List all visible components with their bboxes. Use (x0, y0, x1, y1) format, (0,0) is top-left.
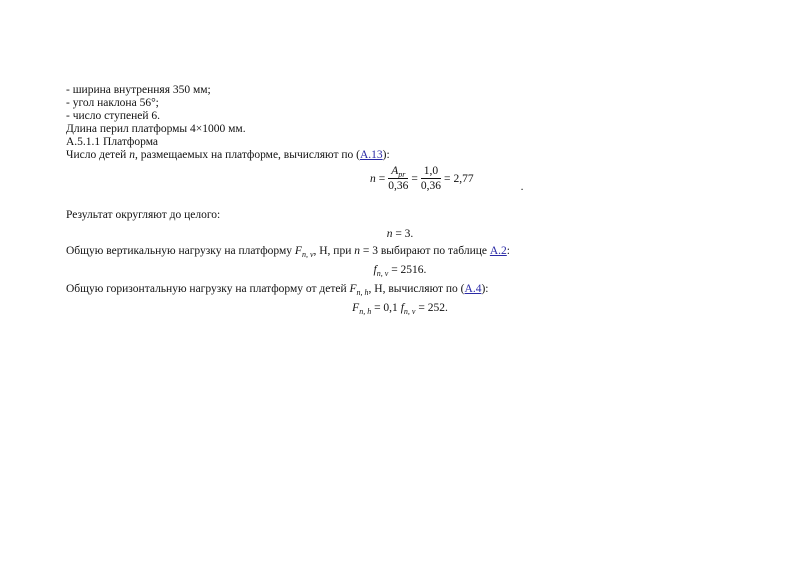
ref-a2-link[interactable]: А.2 (489, 245, 507, 257)
text-line-vertical-load (66, 245, 510, 258)
var-n: n (386, 228, 393, 240)
eq-sign-2: = (411, 172, 418, 185)
eq-den-2: 0,36 (420, 180, 441, 192)
eq-den-1: 0,36 (388, 180, 409, 192)
formula-fpv (0, 264, 800, 277)
text-line-children-count (66, 149, 390, 162)
eq-num-2: 1,0 (421, 165, 441, 179)
sub-ph: п, h (356, 288, 369, 297)
text: ): (382, 149, 390, 161)
eq-sign-3: = (444, 172, 451, 185)
text: ): (481, 283, 489, 295)
text: , Н, при (313, 245, 355, 257)
text-line-rounding: Результат округляют до целого: (66, 209, 221, 221)
var-n: n (129, 149, 135, 161)
sub-pv: п, v (403, 307, 416, 316)
text: Общую вертикальную нагрузку на платформу (66, 245, 295, 257)
text: = 2516. (388, 264, 427, 276)
text: = 0,1 (371, 302, 401, 314)
ref-a13-link[interactable]: А.13 (359, 149, 383, 161)
text-line-rail-length: Длина перил платформы 4×1000 мм. (66, 123, 246, 135)
text: , размещаемых на платформе, вычисляют по ( (134, 149, 360, 161)
var-f: f (400, 302, 404, 314)
eq-fraction-2 (421, 165, 441, 192)
formula-n-result (0, 228, 800, 241)
sub-pv: п, v (376, 269, 389, 278)
text: = 252. (415, 302, 448, 314)
text-line-horizontal-load (66, 283, 488, 296)
ref-a4-link[interactable]: А.4 (464, 283, 482, 295)
var-f: F (294, 245, 302, 257)
text-line-angle: - угол наклона 56°; (66, 97, 159, 109)
section-heading: А.5.1.1 Платформа (66, 136, 159, 148)
eq-lhs: n (370, 172, 376, 185)
text: , Н, вычисляют по ( (368, 283, 465, 295)
eq-result: 2,77 (453, 172, 474, 185)
eq-fraction-1 (388, 165, 408, 192)
text: = 3 выбирают по таблице (360, 245, 490, 257)
eq-sign: = (378, 172, 386, 185)
var-n: n (354, 245, 360, 257)
text-line-width: - ширина внутренняя 350 мм; (66, 84, 211, 96)
text: Число детей (66, 149, 130, 161)
eq-trail: . (520, 180, 524, 193)
text-line-steps: - число ступеней 6. (66, 110, 161, 122)
text: = 3. (392, 228, 414, 240)
text: : (506, 245, 510, 257)
text: Общую горизонтальную нагрузку на платформу от детей (66, 283, 350, 295)
equation-children (370, 165, 524, 192)
eq-sub-pr: pr (398, 170, 406, 179)
var-f: F (349, 283, 357, 295)
sub-pv: п, v (301, 250, 314, 259)
sub-ph: п, h (359, 307, 372, 316)
var-f: f (373, 264, 377, 276)
formula-fph (0, 302, 800, 315)
eq-var-a: A (391, 165, 399, 177)
var-f: F (352, 302, 360, 314)
